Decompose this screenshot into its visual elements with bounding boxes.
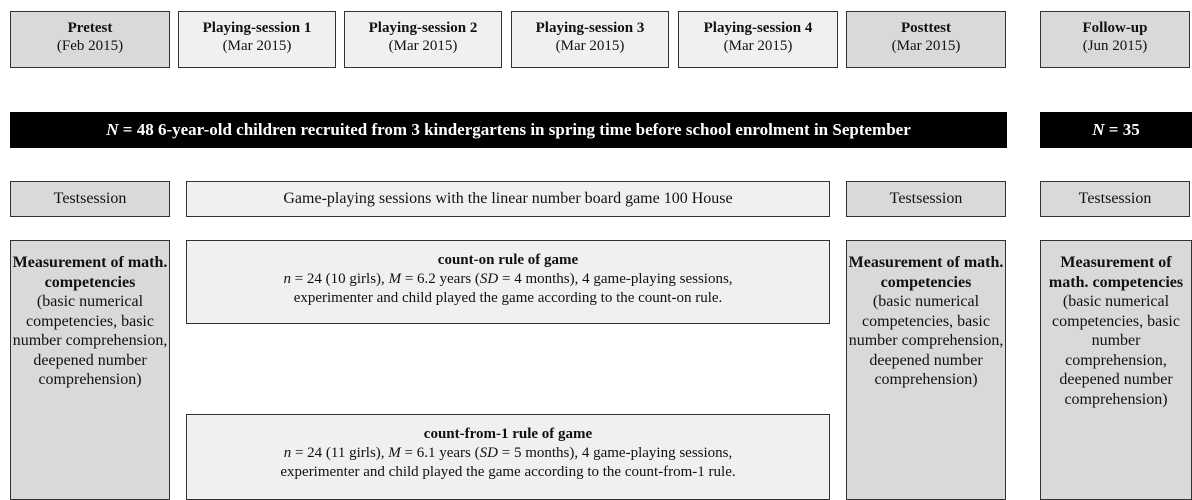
measurement-title: Measurement of math. competencies [12,254,168,291]
group-stats: n = 24 (11 girls), M = 6.1 years (SD = 5 months), 4 game-playing sessions, [283,445,733,461]
header-title: Follow-up [1082,20,1148,36]
header-title: Playing-session 4 [703,20,813,36]
followup-n-label: N [1092,120,1105,139]
group-description: experimenter and child played the game according to the count-on rule. [293,290,723,306]
posttest-measurement [846,240,1006,500]
header-date: (Feb 2015) [56,38,124,54]
followup-measurement [1040,240,1192,500]
header-posttest [846,11,1006,68]
followup-banner [1040,112,1192,148]
count-on-group [186,240,830,324]
measurement-detail: (basic numerical competencies, basic number comprehension, deepened number comprehension) [12,293,168,388]
group-stats: n = 24 (10 girls), M = 6.2 years (SD = 4 months), 4 game-playing sessions, [283,271,733,287]
header-session-1 [178,11,336,68]
header-date: (Mar 2015) [891,38,961,54]
header-date: (Jun 2015) [1082,38,1148,54]
header-title: Posttest [901,20,951,36]
header-title: Pretest [67,20,113,36]
header-date: (Mar 2015) [388,38,458,54]
header-title: Playing-session 3 [535,20,645,36]
group-title: count-from-1 rule of game [423,426,593,442]
group-title: count-on rule of game [437,252,579,268]
sample-description: = 48 6-year-old children recruited from 3 kindergartens in spring time before school enrolment in September [118,120,911,139]
header-session-3 [511,11,669,68]
count-from-1-group [186,414,830,500]
pretest-session: Testsession [10,181,170,217]
game-sessions: Game-playing sessions with the linear number board game 100 House [186,181,830,217]
header-session-2 [344,11,502,68]
group-description: experimenter and child played the game according to the count-from-1 rule. [280,464,736,480]
sample-banner [10,112,1007,148]
sample-n-label: N [106,120,119,139]
header-session-4 [678,11,838,68]
measurement-detail: (basic numerical competencies, basic number comprehension, deepened number comprehension) [848,293,1004,388]
measurement-title: Measurement of math. competencies [848,254,1004,291]
measurement-detail: (basic numerical competencies, basic number comprehension, deepened number comprehension) [1052,293,1180,408]
measurement-title: Measurement of math. competencies [1048,254,1184,291]
header-date: (Mar 2015) [723,38,793,54]
followup-count: = 35 [1104,120,1140,139]
pretest-measurement [10,240,170,500]
posttest-session: Testsession [846,181,1006,217]
header-followup [1040,11,1190,68]
header-title: Playing-session 2 [368,20,478,36]
followup-session: Testsession [1040,181,1190,217]
header-date: (Mar 2015) [222,38,292,54]
header-title: Playing-session 1 [202,20,312,36]
header-pretest [10,11,170,68]
header-date: (Mar 2015) [555,38,625,54]
